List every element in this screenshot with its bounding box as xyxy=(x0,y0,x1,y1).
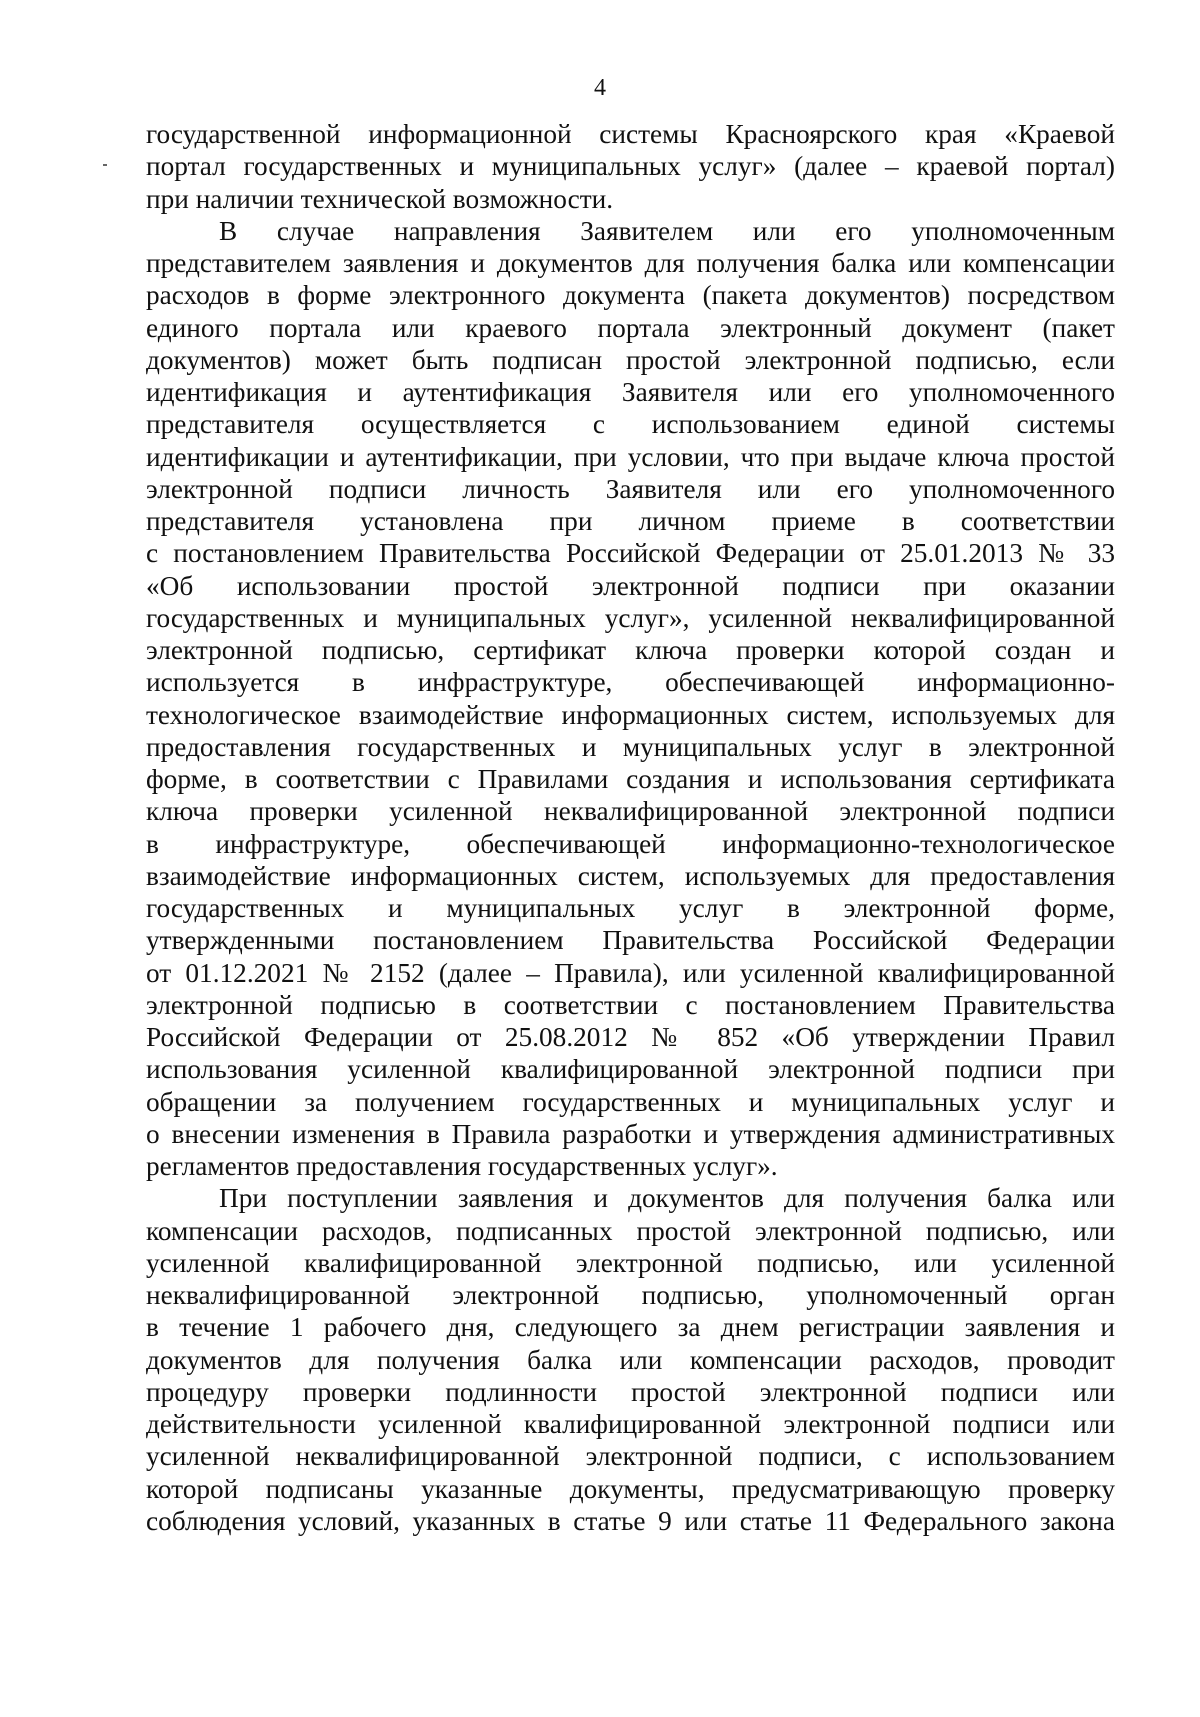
text-line: государственных и муниципальных услуг в электронной форме, xyxy=(146,893,1115,923)
text-line: о внесении изменения в Правила разработки и утверждения административных xyxy=(146,1118,1115,1149)
text-line: представителем заявления и документов для получения балка или компенсации xyxy=(146,248,1115,278)
text-line: документов для получения балка или компенсации расходов, проводит xyxy=(146,1344,1115,1375)
text-line: представителя установлена при личном приеме в соответствии xyxy=(146,506,1115,536)
document-body xyxy=(146,118,1115,1537)
text-line: усиленной неквалифицированной электронной подписи, с использованием xyxy=(146,1441,1115,1472)
text-line: утвержденными постановлением Правительства Российской Федерации xyxy=(146,925,1115,956)
text-line: обращении за получением государственных и муниципальных услуг и xyxy=(146,1086,1115,1117)
text-line: процедуру проверки подлинности простой электронной подписи или xyxy=(146,1376,1115,1407)
paragraph-first-line: При поступлении заявления и документов для получения балка или xyxy=(219,1183,1115,1214)
text-line: которой подписаны указанные документы, предусматривающую проверку xyxy=(146,1473,1115,1504)
text-line: в инфраструктуре, обеспечивающей информационно-технологическое xyxy=(146,828,1115,859)
text-line: компенсации расходов, подписанных простой электронной подписью, или xyxy=(146,1215,1115,1246)
text-line: электронной подписью в соответствии с постановлением Правительства xyxy=(146,989,1115,1020)
text-line: Российской Федерации от 25.08.2012 № 852 «Об утверждении Правил xyxy=(146,1022,1115,1052)
text-line: предоставления государственных и муниципальных услуг в электронной xyxy=(146,731,1115,762)
text-line: государственной информационной системы Красноярского края «Краевой xyxy=(146,119,1115,149)
text-line: ключа проверки усиленной неквалифицированной электронной подписи xyxy=(146,796,1115,827)
text-line: единого портала или краевого портала электронный документ (пакет xyxy=(146,312,1115,343)
text-line: неквалифицированной электронной подписью, уполномоченный орган xyxy=(146,1280,1115,1310)
text-line: представителя осуществляется с использованием единой системы xyxy=(146,409,1115,440)
text-line: технологическое взаимодействие информационных систем, используемых для xyxy=(146,699,1115,730)
text-line: электронной подписи личность Заявителя или его уполномоченного xyxy=(146,473,1115,504)
text-line: использования усиленной квалифицированной электронной подписи при xyxy=(146,1054,1115,1085)
text-line: усиленной квалифицированной электронной подписью, или усиленной xyxy=(146,1247,1115,1278)
text-line: форме, в соответствии с Правилами создания и использования сертификата xyxy=(146,764,1115,794)
text-line: расходов в форме электронного документа (пакета документов) посредством xyxy=(146,280,1115,311)
text-line: государственных и муниципальных услуг», усиленной неквалифицированной xyxy=(146,602,1115,633)
text-line: идентификации и аутентификации, при условии, что при выдаче ключа простой xyxy=(146,441,1115,472)
text-line: взаимодействие информационных систем, используемых для предоставления xyxy=(146,860,1115,891)
text-line: документов) может быть подписан простой электронной подписью, если xyxy=(146,344,1115,375)
text-line: «Об использовании простой электронной подписи при оказании xyxy=(146,570,1115,601)
text-line: портал государственных и муниципальных услуг» (далее – краевой портал) xyxy=(146,151,1115,182)
text-line: в течение 1 рабочего дня, следующего за днем регистрации заявления и xyxy=(146,1312,1115,1343)
scan-mark xyxy=(103,164,107,166)
text-line: используется в инфраструктуре, обеспечивающей информационно- xyxy=(146,667,1115,698)
text-line: действительности усиленной квалифицированной электронной подписи или xyxy=(146,1409,1115,1439)
text-line: от 01.12.2021 № 2152 (далее – Правила), или усиленной квалифицированной xyxy=(146,957,1115,988)
page-number: 4 xyxy=(594,75,606,101)
text-line: идентификация и аутентификация Заявителя или его уполномоченного xyxy=(146,377,1115,407)
text-line: регламентов предоставления государственных услуг». xyxy=(146,1151,778,1181)
text-line: с постановлением Правительства Российской Федерации от 25.01.2013 № 33 xyxy=(146,538,1115,569)
paragraph-first-line: В случае направления Заявителем или его уполномоченным xyxy=(219,215,1115,246)
text-line: электронной подписью, сертификат ключа проверки которой создан и xyxy=(146,635,1115,665)
text-line: при наличии технической возможности. xyxy=(146,183,614,214)
text-line: соблюдения условий, указанных в статье 9 или статье 11 Федерального закона xyxy=(146,1505,1115,1536)
